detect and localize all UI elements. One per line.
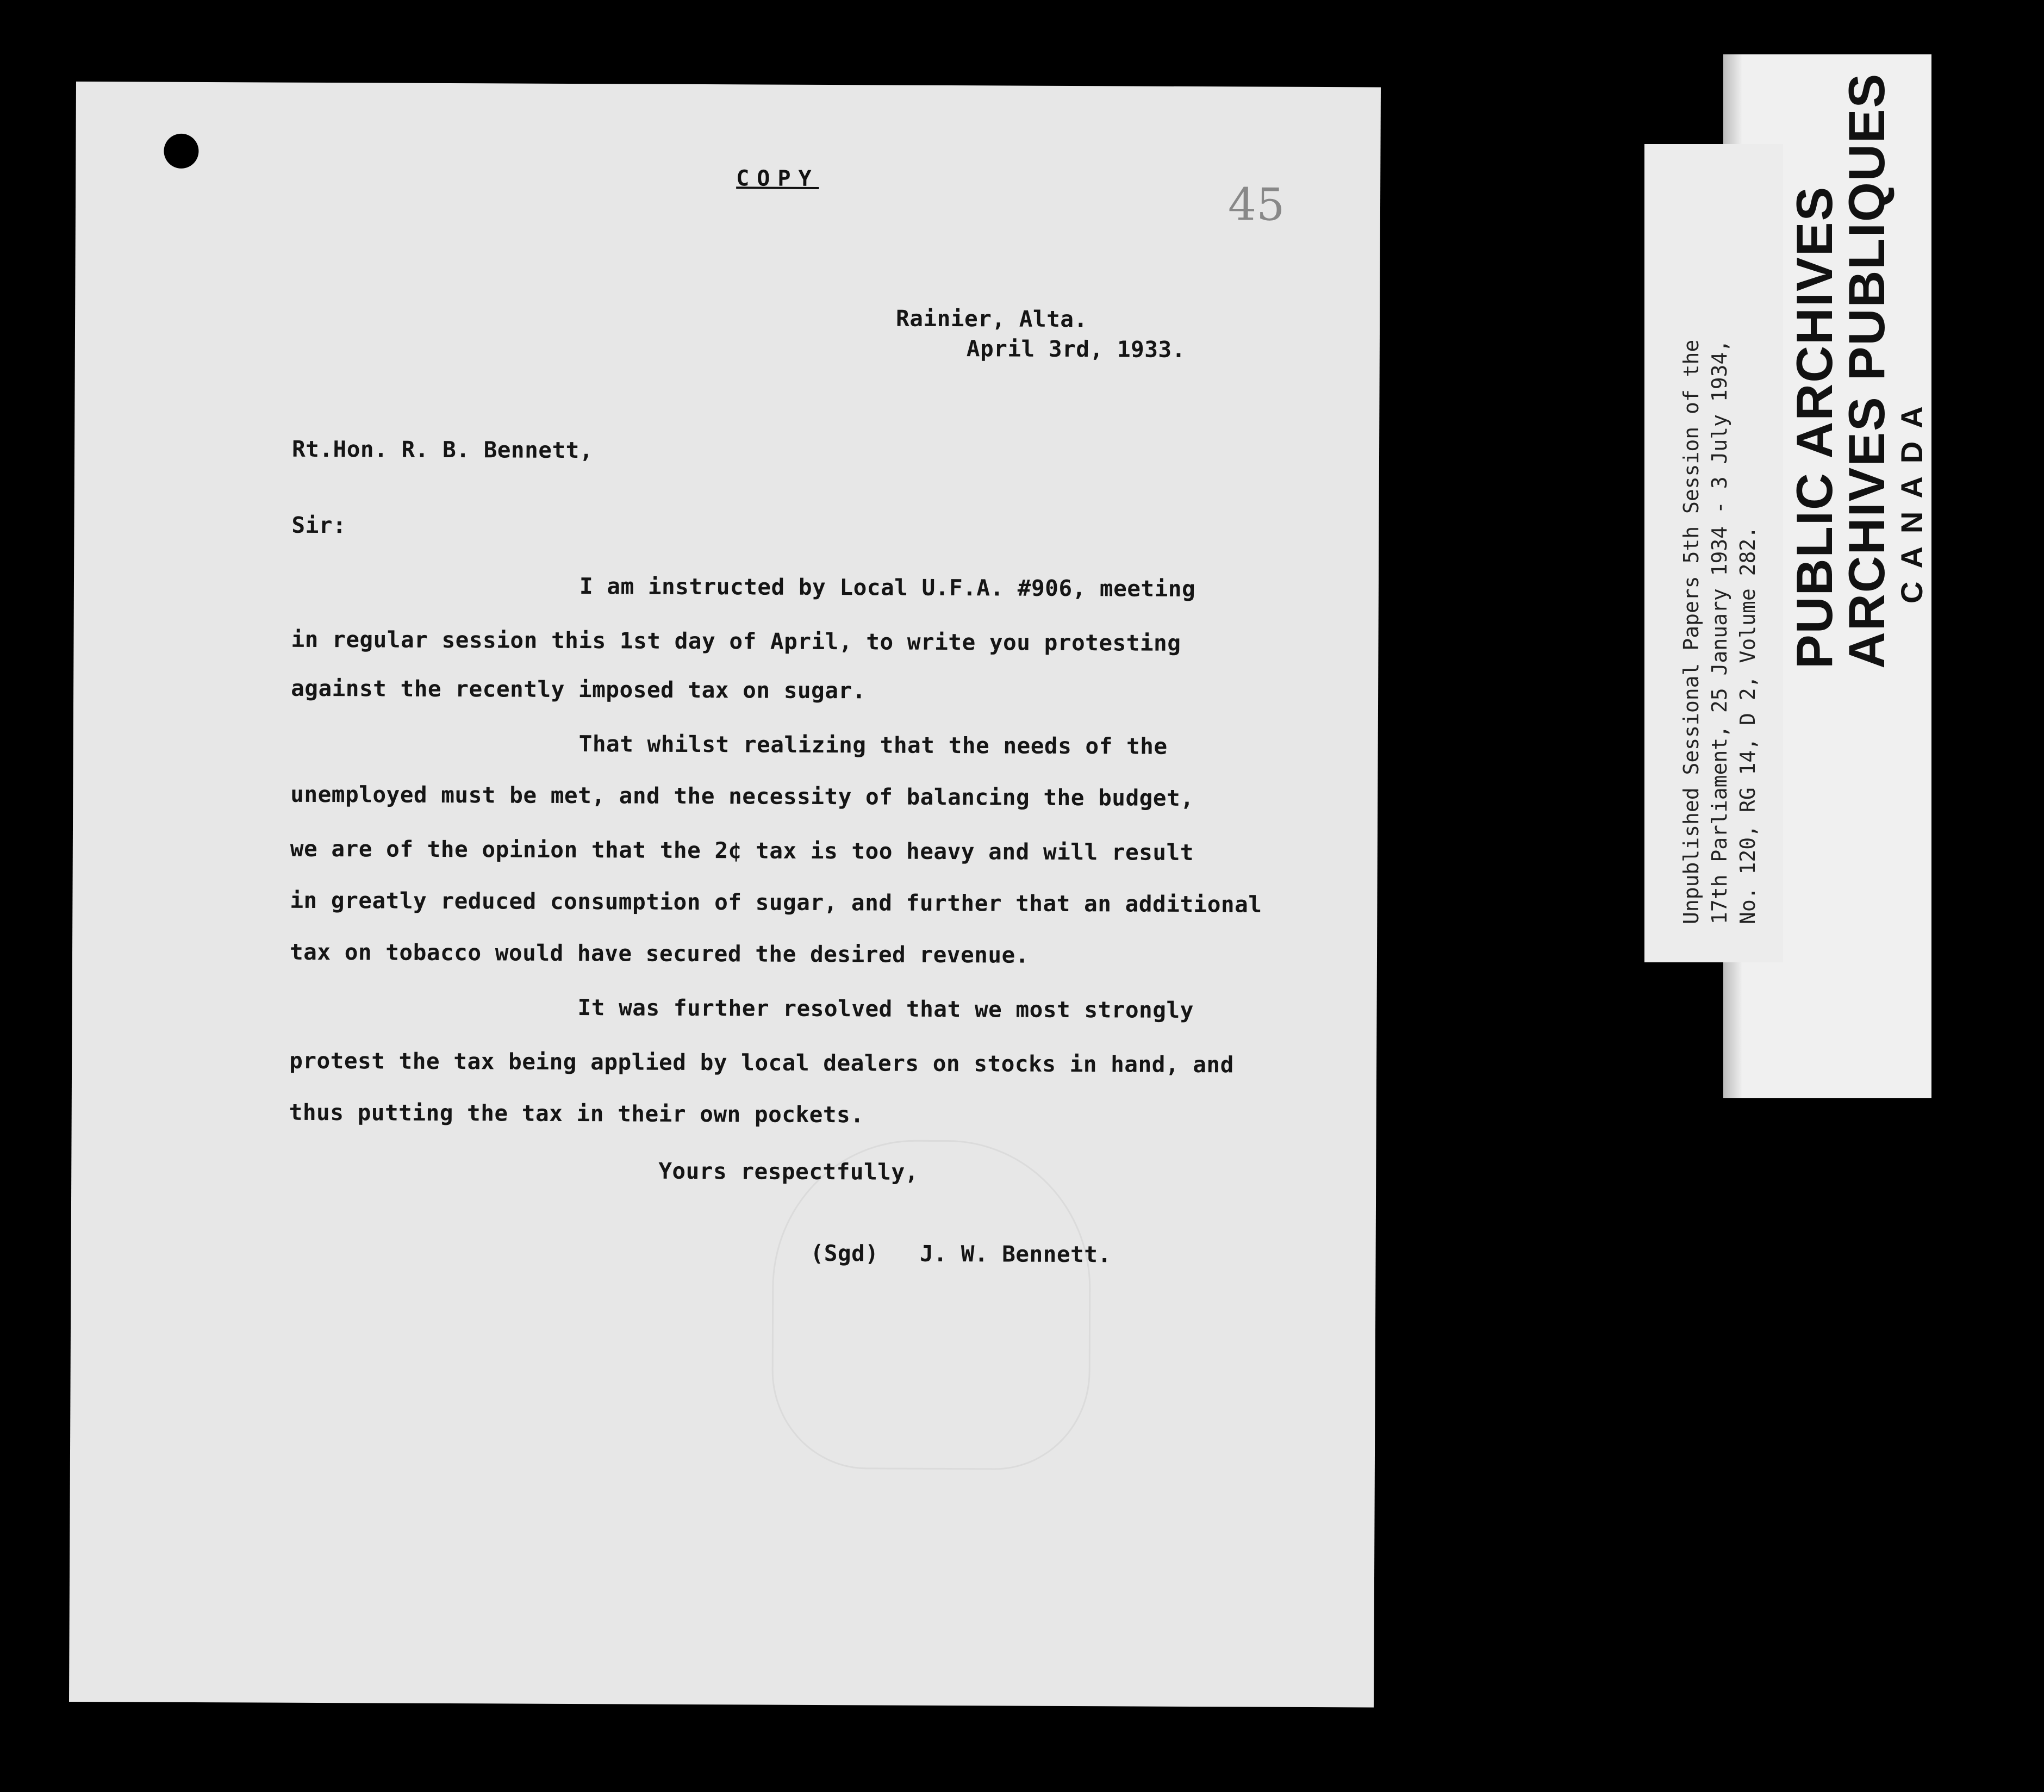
body-line: in greatly reduced consumption of sugar, and further that an additional [290, 887, 1262, 918]
letter-place: Rainier, Alta. [896, 305, 1088, 333]
seal-watermark [771, 1140, 1092, 1471]
public-archives-stamp [1788, 71, 1931, 669]
copy-heading: COPY [736, 166, 819, 191]
body-line: I am instructed by Local U.F.A. #906, meeting [579, 573, 1196, 602]
body-line: we are of the opinion that the 2¢ tax is too heavy and will result [290, 835, 1194, 866]
archive-label-line: No. 120, RG 14, D 2, Volume 282. [1736, 526, 1760, 924]
body-line: protest the tax being applied by local dealers on stocks in hand, and [289, 1047, 1234, 1078]
body-line: against the recently imposed tax on sugar. [291, 675, 866, 704]
archive-label-text [1677, 163, 1762, 924]
archive-label-line: 17th Parliament, 25 January 1934 - 3 July 1934, [1708, 339, 1731, 924]
punch-hole [164, 134, 198, 169]
letter-closing: Yours respectfully, [658, 1158, 919, 1185]
archives-stamp-line: PUBLIC ARCHIVES [1786, 185, 1843, 669]
body-line: thus putting the tax in their own pockets. [289, 1099, 864, 1128]
body-line: It was further resolved that we most strongly [577, 994, 1194, 1023]
letter-salutation: Sir: [291, 512, 347, 539]
body-line: That whilst realizing that the needs of the [578, 731, 1168, 760]
letter-page [69, 82, 1381, 1707]
body-line: unemployed must be met, and the necessity of balancing the budget, [290, 781, 1194, 811]
archive-label-line: Unpublished Sessional Papers 5th Session of the [1679, 339, 1703, 924]
page-number: 45 [1227, 179, 1285, 231]
archives-stamp-country: CANADA [1895, 393, 1929, 603]
letter-date: April 3rd, 1933. [966, 335, 1186, 363]
letter-signature: (Sgd) J. W. Bennett. [810, 1240, 1112, 1268]
body-line: in regular session this 1st day of April, to write you protesting [291, 626, 1181, 656]
archives-stamp-line: ARCHIVES PUBLIQUES [1838, 72, 1895, 669]
letter-addressee: Rt.Hon. R. B. Bennett, [291, 435, 594, 464]
body-line: tax on tobacco would have secured the desired revenue. [289, 938, 1030, 968]
